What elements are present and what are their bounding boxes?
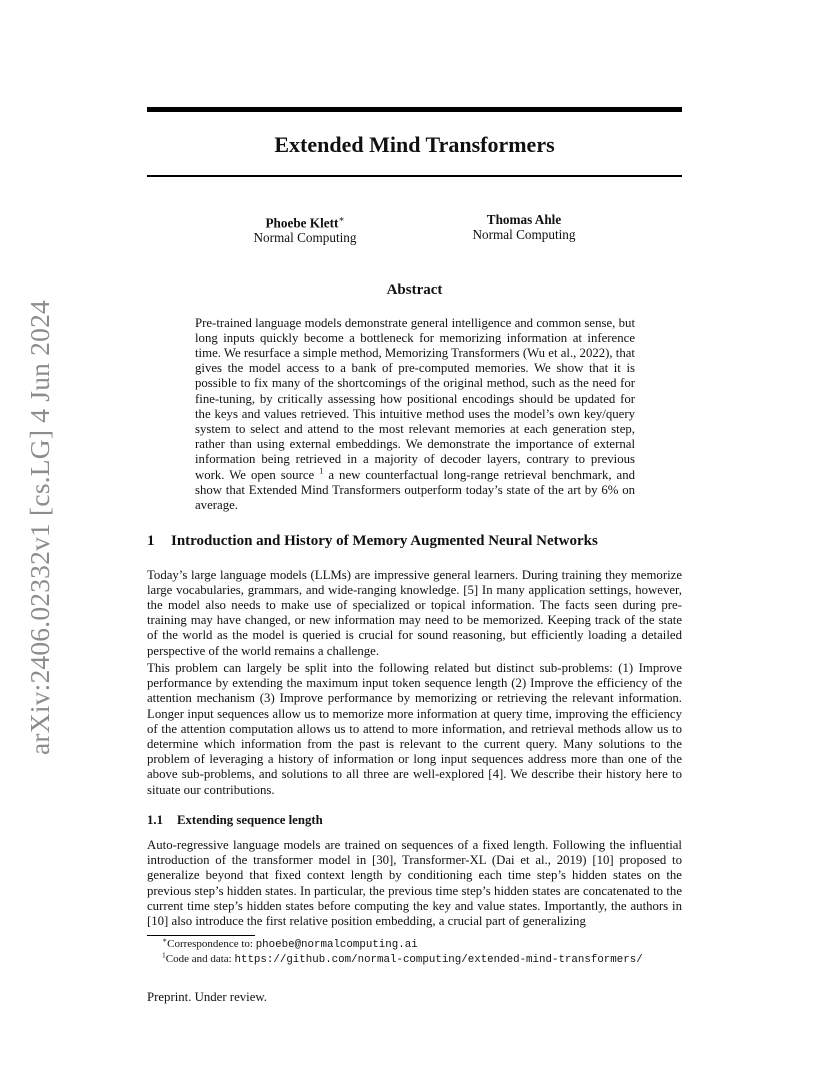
author-name: Thomas Ahle (486, 212, 562, 227)
title-bottom-rule (147, 175, 682, 177)
paper-title: Extended Mind Transformers (274, 132, 555, 157)
email-link[interactable]: phoebe@normalcomputing.ai (255, 939, 418, 951)
footnote-marker: 1 (162, 950, 166, 960)
preprint-notice: Preprint. Under review. (147, 990, 267, 1004)
body-paragraph: Today’s large language models (LLMs) are impressive general learners. During training they memorize large vocabularies, grammars, and wide-ranging knowledge. [5] In many application settings, however, the model also needs to make use of specialized or topical information. The facts seen during pre-training may have changed, or new information may need to be memorized. Keeping track of the state of the world as the model is queried is crucial for sound reasoning, but efficiently loading a detailed perspective of the world remains a challenge. (147, 567, 682, 658)
body-paragraph: Auto-regressive language models are trained on sequences of a fixed length. Following the influential introduction of the transformer model in [30], Transformer-XL (Dai et al., 2019) [10] proposed to generalize beyond that fixed context length by conditioning each time step’s hidden states on the previous step’s hidden states. In particular, the previous time step’s hidden states are concatenated to the current time step’s hidden states before computing the key and value states. Importantly, the authors in [10] also introduce the first relative position embedding, a crucial part of generalizing (147, 838, 682, 929)
body-paragraph: This problem can largely be split into the following related but distinct sub-problems: (1) Improve performance by extending the maximum input token sequence length (2) Improve the efficiency of the attention mechanism (3) Improve performance by memorizing or retrieving the relevant information. Longer input sequences allow us to memorize more information at query time, improving the efficiency of the attention computation allows us to attend to more information, and retrieval methods allow us to determine which information from the past is relevant to the current query. Many solutions to the problem of leveraging a history of information or long input sequences address more than one of the above sub-problems, and solutions to all three are well-explored [4]. We describe their history here to situate our contributions. (147, 661, 682, 797)
section-heading (147, 532, 682, 550)
abstract-heading: Abstract (386, 282, 443, 298)
code-repository-link[interactable]: https://github.com/normal-computing/extended-mind-transformers/ (234, 954, 643, 966)
author-affiliation: Normal Computing (472, 227, 576, 242)
arxiv-identifier: arXiv:2406.02332v1 [cs.LG] 4 Jun 2024 (24, 300, 55, 755)
subsection-heading (147, 812, 323, 828)
author-affiliation: Normal Computing (253, 230, 357, 246)
footnote: ∗Correspondence to: phoebe@normalcomputing.ai (162, 935, 418, 951)
author-name: Phoebe Klett∗ (265, 214, 345, 231)
title-top-rule (147, 107, 682, 112)
subsection-title: Extending sequence length (177, 813, 323, 827)
author-block-2 (424, 212, 624, 242)
abstract-text: Pre-trained language models demonstrate general intelligence and common sense, but long inputs quickly become a bottleneck for memorizing information at inference time. We resurface a simple method, Memorizing Transformers (Wu et al., 2022), that gives the model access to a bank of pre-computed memories. We show that it is possible to fix many of the shortcomings of the original method, such as the need for fine-tuning, by critically assessing how positional encodings should be updated for the keys and values retrieved. This intuitive method uses the model’s own key/query system to select and attend to the most relevant memories at each generation step, rather than using external embeddings. We demonstrate the importance of external information being retrieved in a majority of decoder layers, contrary to previous work. We open source $^1$ a new counterfactual long-range retrieval benchmark, and show that Extended Mind Transformers outperform today’s state of the art by 6% on average. (195, 315, 635, 512)
section-number: 1 (147, 533, 155, 549)
author-block-1 (205, 212, 405, 245)
footnote-marker: 1 (319, 465, 324, 476)
footnote: $^1$Code and data: https://github.com/normal-computing/extended-mind-transformers/ (162, 950, 643, 966)
footnote-marker: ∗ (162, 935, 168, 945)
subsection-number: 1.1 (147, 813, 163, 827)
author-footnote-marker: ∗ (338, 214, 345, 224)
section-title: Introduction and History of Memory Augmented Neural Networks (171, 533, 598, 549)
